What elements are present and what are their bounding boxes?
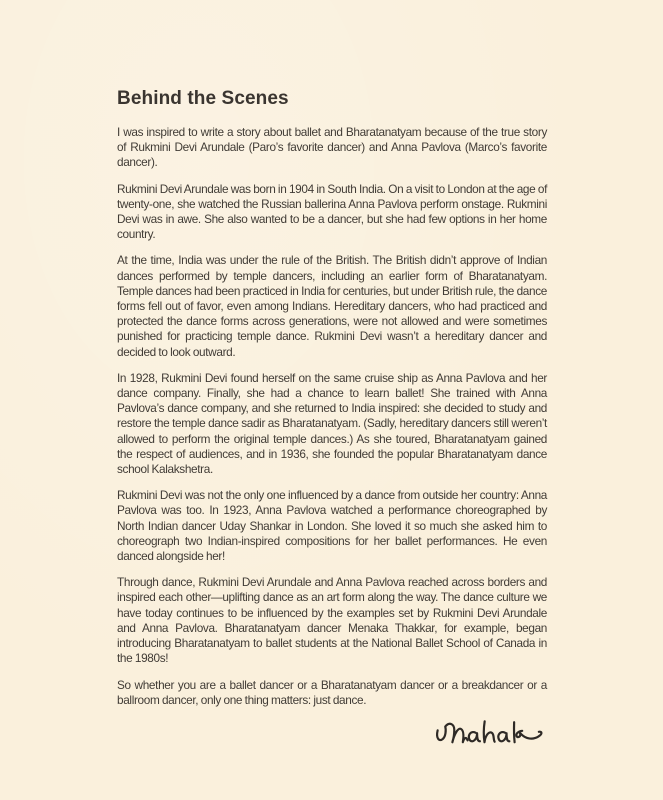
- paragraph-through-dance: Through dance, Rukmini Devi Arundale and Anna Pavlova reached across borders and inspired each other—uplifting dance as an art form along the way. The dance culture we have today continues to be influenced by the examples set by Rukmini Devi Arundale and Anna Pavlova. Bharatanatyam dancer Menaka Thakkar, for example, began introducing Bharatanatyam to ballet students at the National Ballet School of Canada in the 1980s!: [117, 575, 547, 666]
- paragraph-cruise-ship: In 1928, Rukmini Devi found herself on the same cruise ship as Anna Pavlova and her dance company. Finally, she had a chance to learn ballet! She trained with Anna Pavlova’s dance company, and she returned to India inspired: she decided to study and restore the temple dance sadir as Bharatanatyam. (Sadly, hereditary dancers still weren’t allowed to perform the original temple dances.) As she toured, Bharatanatyam gained the respect of audiences, and in 1936, she founded the popular Bharatanatyam dance school Kalakshetra.: [117, 370, 547, 477]
- paragraph-rukmini-birth: Rukmini Devi Arundale was born in 1904 in South India. On a visit to London at the age of twenty-one, she watched the Russian ballerina Anna Pavlova perform onstage. Rukmini Devi was in awe. She also wanted to be a dancer, but she had few options in her home country.: [117, 181, 547, 242]
- paragraph-closing: So whether you are a ballet dancer or a Bharatanatyam dancer or a breakdancer or a ballroom dancer, only one thing matters: just dance.: [117, 677, 547, 707]
- paragraph-intro: I was inspired to write a story about ballet and Bharatanatyam because of the true story of Rukmini Devi Arundale (Paro’s favorite dancer) and Anna Pavlova (Marco’s favorite dancer).: [117, 125, 547, 170]
- body-text: [117, 125, 547, 708]
- page-title: Behind the Scenes: [117, 88, 289, 109]
- paragraph-british-rule: At the time, India was under the rule of the British. The British didn’t approve of Indian dances performed by temple dancers, including an earlier form of Bharatanatyam. Temple dances had been practiced in India for centuries, but under British rule, the dance forms fell out of favor, even among Indians. Hereditary dancers, who had practiced and protected the dance forms across generations, were not allowed and were sometimes punished for practicing temple dance. Rukmini Devi wasn’t a hereditary dancer and decided to look outward.: [117, 253, 547, 359]
- paragraph-anna-pavlova: Rukmini Devi was not the only one influenced by a dance from outside her country: Anna Pavlova was too. In 1923, Anna Pavlova watched a performance choreographed by North Indian dancer Uday Shankar in London. She loved it so much she asked him to choreograph two Indian-inspired compositions for her ballet performances. He even danced alongside her!: [117, 488, 547, 564]
- signature-mahak-icon: [431, 716, 545, 758]
- behind-the-scenes-section: [117, 88, 547, 758]
- author-signature: [117, 716, 547, 758]
